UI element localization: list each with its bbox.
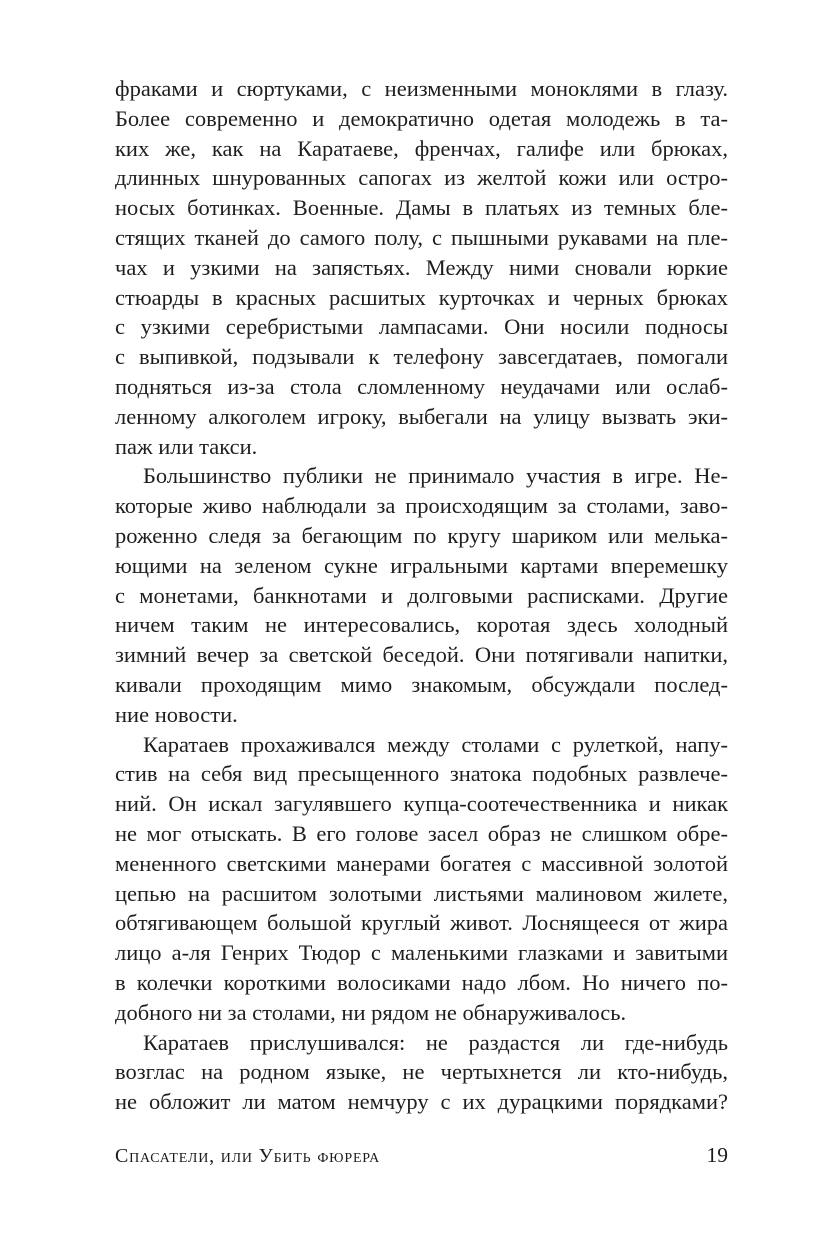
text-line: подняться из-за стола сломленному неудачами или ослаб- bbox=[115, 373, 728, 399]
text-line: Каратаев прохаживался между столами с рулеткой, напу- bbox=[143, 731, 728, 757]
text-line: ких же, как на Каратаеве, френчах, галифе или брюках, bbox=[115, 135, 728, 161]
page-number: 19 bbox=[706, 1143, 728, 1167]
text-line: стив на себя вид пресыщенного знатока подобных развлече- bbox=[115, 761, 728, 787]
text-line: с выпивкой, подзывали к телефону завсегдатаев, помогали bbox=[115, 344, 728, 370]
text-line: стюарды в красных расшитых курточках и черных брюках bbox=[115, 284, 728, 310]
text-line: ний. Он искал загулявшего купца-соотечественника и никак bbox=[115, 791, 728, 817]
text-line: цепью на расшитом золотыми листьями малиновом жилете, bbox=[115, 880, 728, 906]
text-line: Более современно и демократично одетая молодежь в та- bbox=[115, 105, 728, 131]
text-line: стящих тканей до самого полу, с пышными рукавами на пле- bbox=[115, 224, 728, 250]
text-line: ничем таким не интересовались, коротая здесь холодный bbox=[115, 612, 728, 638]
text-line: кивали проходящим мимо знакомым, обсуждали послед- bbox=[115, 671, 728, 697]
paragraph bbox=[115, 461, 728, 729]
text-line: фраками и сюртуками, с неизменными моноклями в глазу. bbox=[115, 76, 728, 101]
paragraph bbox=[115, 730, 728, 1028]
text-line: Каратаев прислушивался: не раздастся ли где-нибудь bbox=[143, 1029, 728, 1055]
page-footer bbox=[115, 1143, 728, 1168]
paragraph bbox=[115, 1028, 728, 1117]
text-line: паж или такси. bbox=[115, 433, 258, 459]
text-block bbox=[115, 74, 728, 1117]
paragraph bbox=[115, 74, 728, 461]
text-line: в колечки короткими волосиками надо лбом. Но ничего по- bbox=[115, 969, 728, 995]
text-line: с узкими серебристыми лампасами. Они носили подносы bbox=[115, 314, 728, 340]
text-line: которые живо наблюдали за происходящим за столами, заво- bbox=[115, 493, 728, 519]
text-line: мененного светскими манерами богатея с массивной золотой bbox=[115, 850, 728, 876]
text-line: добного ни за столами, ни рядом не обнаруживалось. bbox=[115, 999, 627, 1025]
text-line: не обложит ли матом немчуру с их дурацкими порядками? bbox=[115, 1089, 728, 1115]
text-line: возглас на родном языке, не чертыхнется ли кто-нибудь, bbox=[115, 1059, 728, 1085]
text-line: носых ботинках. Военные. Дамы в платьях из темных бле- bbox=[115, 195, 728, 221]
text-line: обтягивающем большой круглый живот. Лоснящееся от жира bbox=[115, 910, 728, 936]
text-line: ленному алкоголем игроку, выбегали на улицу вызвать эки- bbox=[115, 403, 728, 429]
text-line: длинных шнурованных сапогах из желтой кожи или остро- bbox=[115, 165, 728, 191]
text-line: роженно следя за бегающим по кругу шариком или мелька- bbox=[115, 522, 728, 548]
text-line: не мог отыскать. В его голове засел образ не слишком обре- bbox=[115, 820, 728, 846]
text-line: зимний вечер за светской беседой. Они потягивали напитки, bbox=[115, 642, 728, 668]
text-line: Большинство публики не принимало участия в игре. Не- bbox=[143, 463, 728, 489]
text-line: с монетами, банкнотами и долговыми расписками. Другие bbox=[115, 582, 728, 608]
text-line: ющими на зеленом сукне игральными картами вперемешку bbox=[115, 552, 728, 578]
text-line: ние новости. bbox=[115, 701, 238, 727]
text-line: лицо а-ля Генрих Тюдор с маленькими глазками и завитыми bbox=[115, 940, 728, 966]
text-line: чах и узкими на запястьях. Между ними сновали юркие bbox=[115, 254, 728, 280]
running-title: Спасатели, или Убить фюрера bbox=[115, 1145, 381, 1167]
